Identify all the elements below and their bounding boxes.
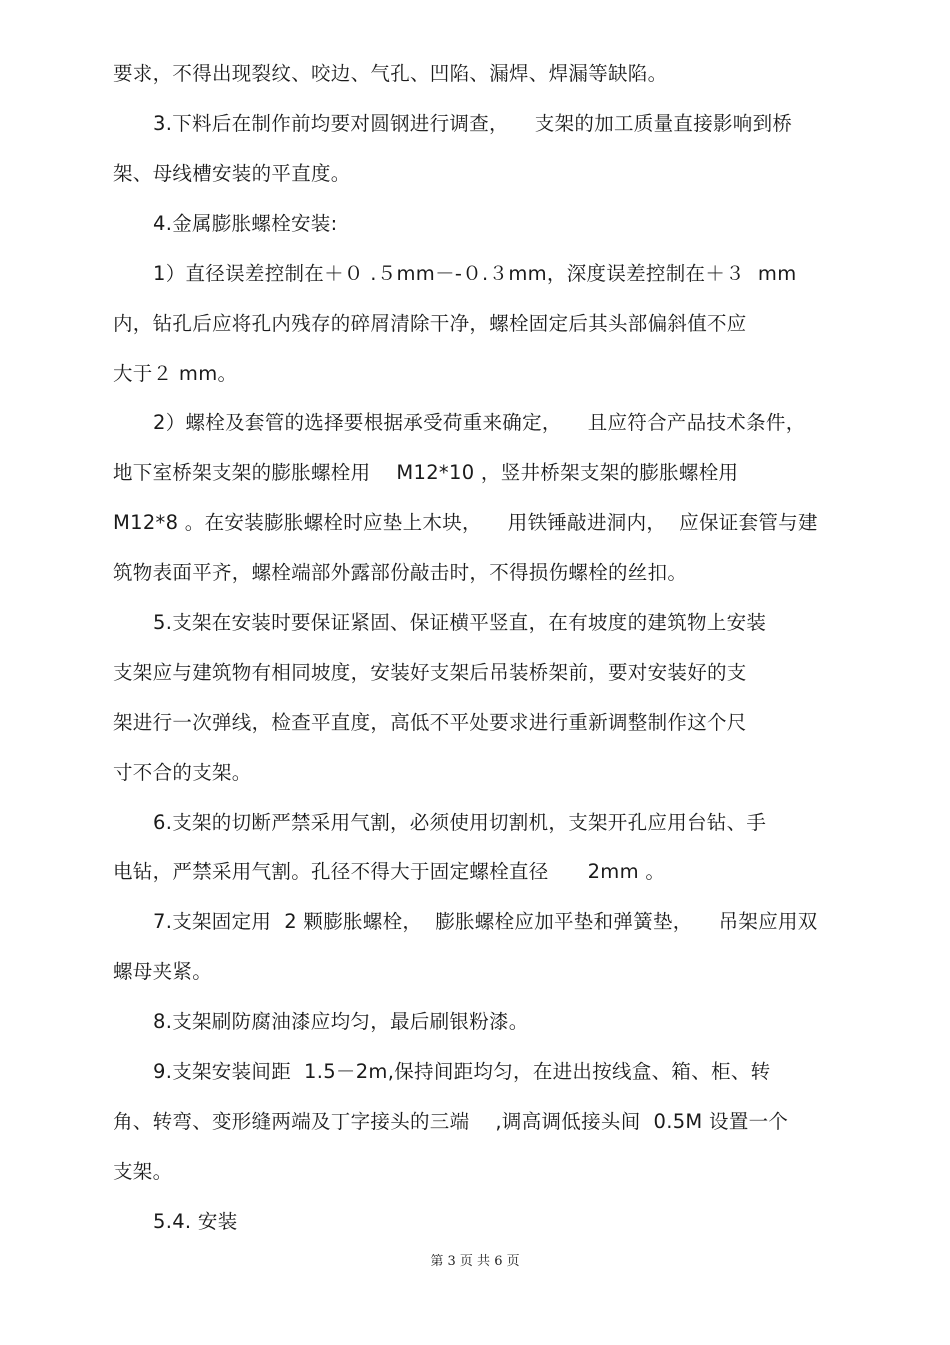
section-heading: 5.4. 安装 xyxy=(153,1210,238,1233)
page-footer: 第 3 页 共 6 页 xyxy=(430,1254,520,1269)
text-line: 8.支架刷防腐油漆应均匀，最后刷银粉漆。 xyxy=(153,1010,529,1033)
text-line: 1）直径误差控制在＋０ .５mm－-０.３mm，深度误差控制在＋３ mm xyxy=(153,262,797,285)
text-line: 螺母夹紧。 xyxy=(113,960,213,983)
text-line: 大于２ mm。 xyxy=(113,362,238,385)
text-line: 支架应与建筑物有相同坡度，安装好支架后吊装桥架前，要对安装好的支 xyxy=(113,661,747,684)
text-line: 地下室桥架支架的膨胀螺栓用 M12*10 ，竖井桥架支架的膨胀螺栓用 xyxy=(113,461,739,484)
text-line: 9.支架安装间距 1.5－2m,保持间距均匀，在进出按线盒、箱、柜、转 xyxy=(153,1060,771,1083)
text-line: 架、母线槽安装的平直度。 xyxy=(113,162,351,185)
text-line: 5.支架在安装时要保证紧固、保证横平竖直，在有坡度的建筑物上安装 xyxy=(153,611,767,634)
text-line: 3.下料后在制作前均要对圆钢进行调查， 支架的加工质量直接影响到桥 xyxy=(153,112,793,135)
text-line: 2）螺栓及套管的选择要根据承受荷重来确定， 且应符合产品技术条件， xyxy=(153,411,806,434)
text-line: 6.支架的切断严禁采用气割，必须使用切割机，支架开孔应用台钻、手 xyxy=(153,811,767,834)
text-line: 筑物表面平齐，螺栓端部外露部份敲击时，不得损伤螺栓的丝扣。 xyxy=(113,561,688,584)
text-line: 电钻，严禁采用气割。孔径不得大于固定螺栓直径 2mm 。 xyxy=(113,860,666,883)
text-line: 7.支架固定用 2 颗膨胀螺栓， 膨胀螺栓应加平垫和弹簧垫， 吊架应用双 xyxy=(153,910,818,933)
text-line: 要求，不得出现裂纹、咬边、气孔、凹陷、漏焊、焊漏等缺陷。 xyxy=(113,62,668,85)
text-line: 4.金属膨胀螺栓安装: xyxy=(153,212,338,235)
text-line: 角、转弯、变形缝两端及丁字接头的三端 ,调高调低接头间 0.5M 设置一个 xyxy=(113,1110,789,1133)
text-line: M12*8 。在安装膨胀螺栓时应垫上木块， 用铁锤敲进洞内， 应保证套管与建 xyxy=(113,511,818,534)
text-line: 寸不合的支架。 xyxy=(113,761,252,784)
text-line: 架进行一次弹线，检查平直度，高低不平处要求进行重新调整制作这个尺 xyxy=(113,711,747,734)
text-line: 内，钻孔后应将孔内残存的碎屑清除干净，螺栓固定后其头部偏斜值不应 xyxy=(113,312,747,335)
text-line: 支架。 xyxy=(113,1160,173,1183)
